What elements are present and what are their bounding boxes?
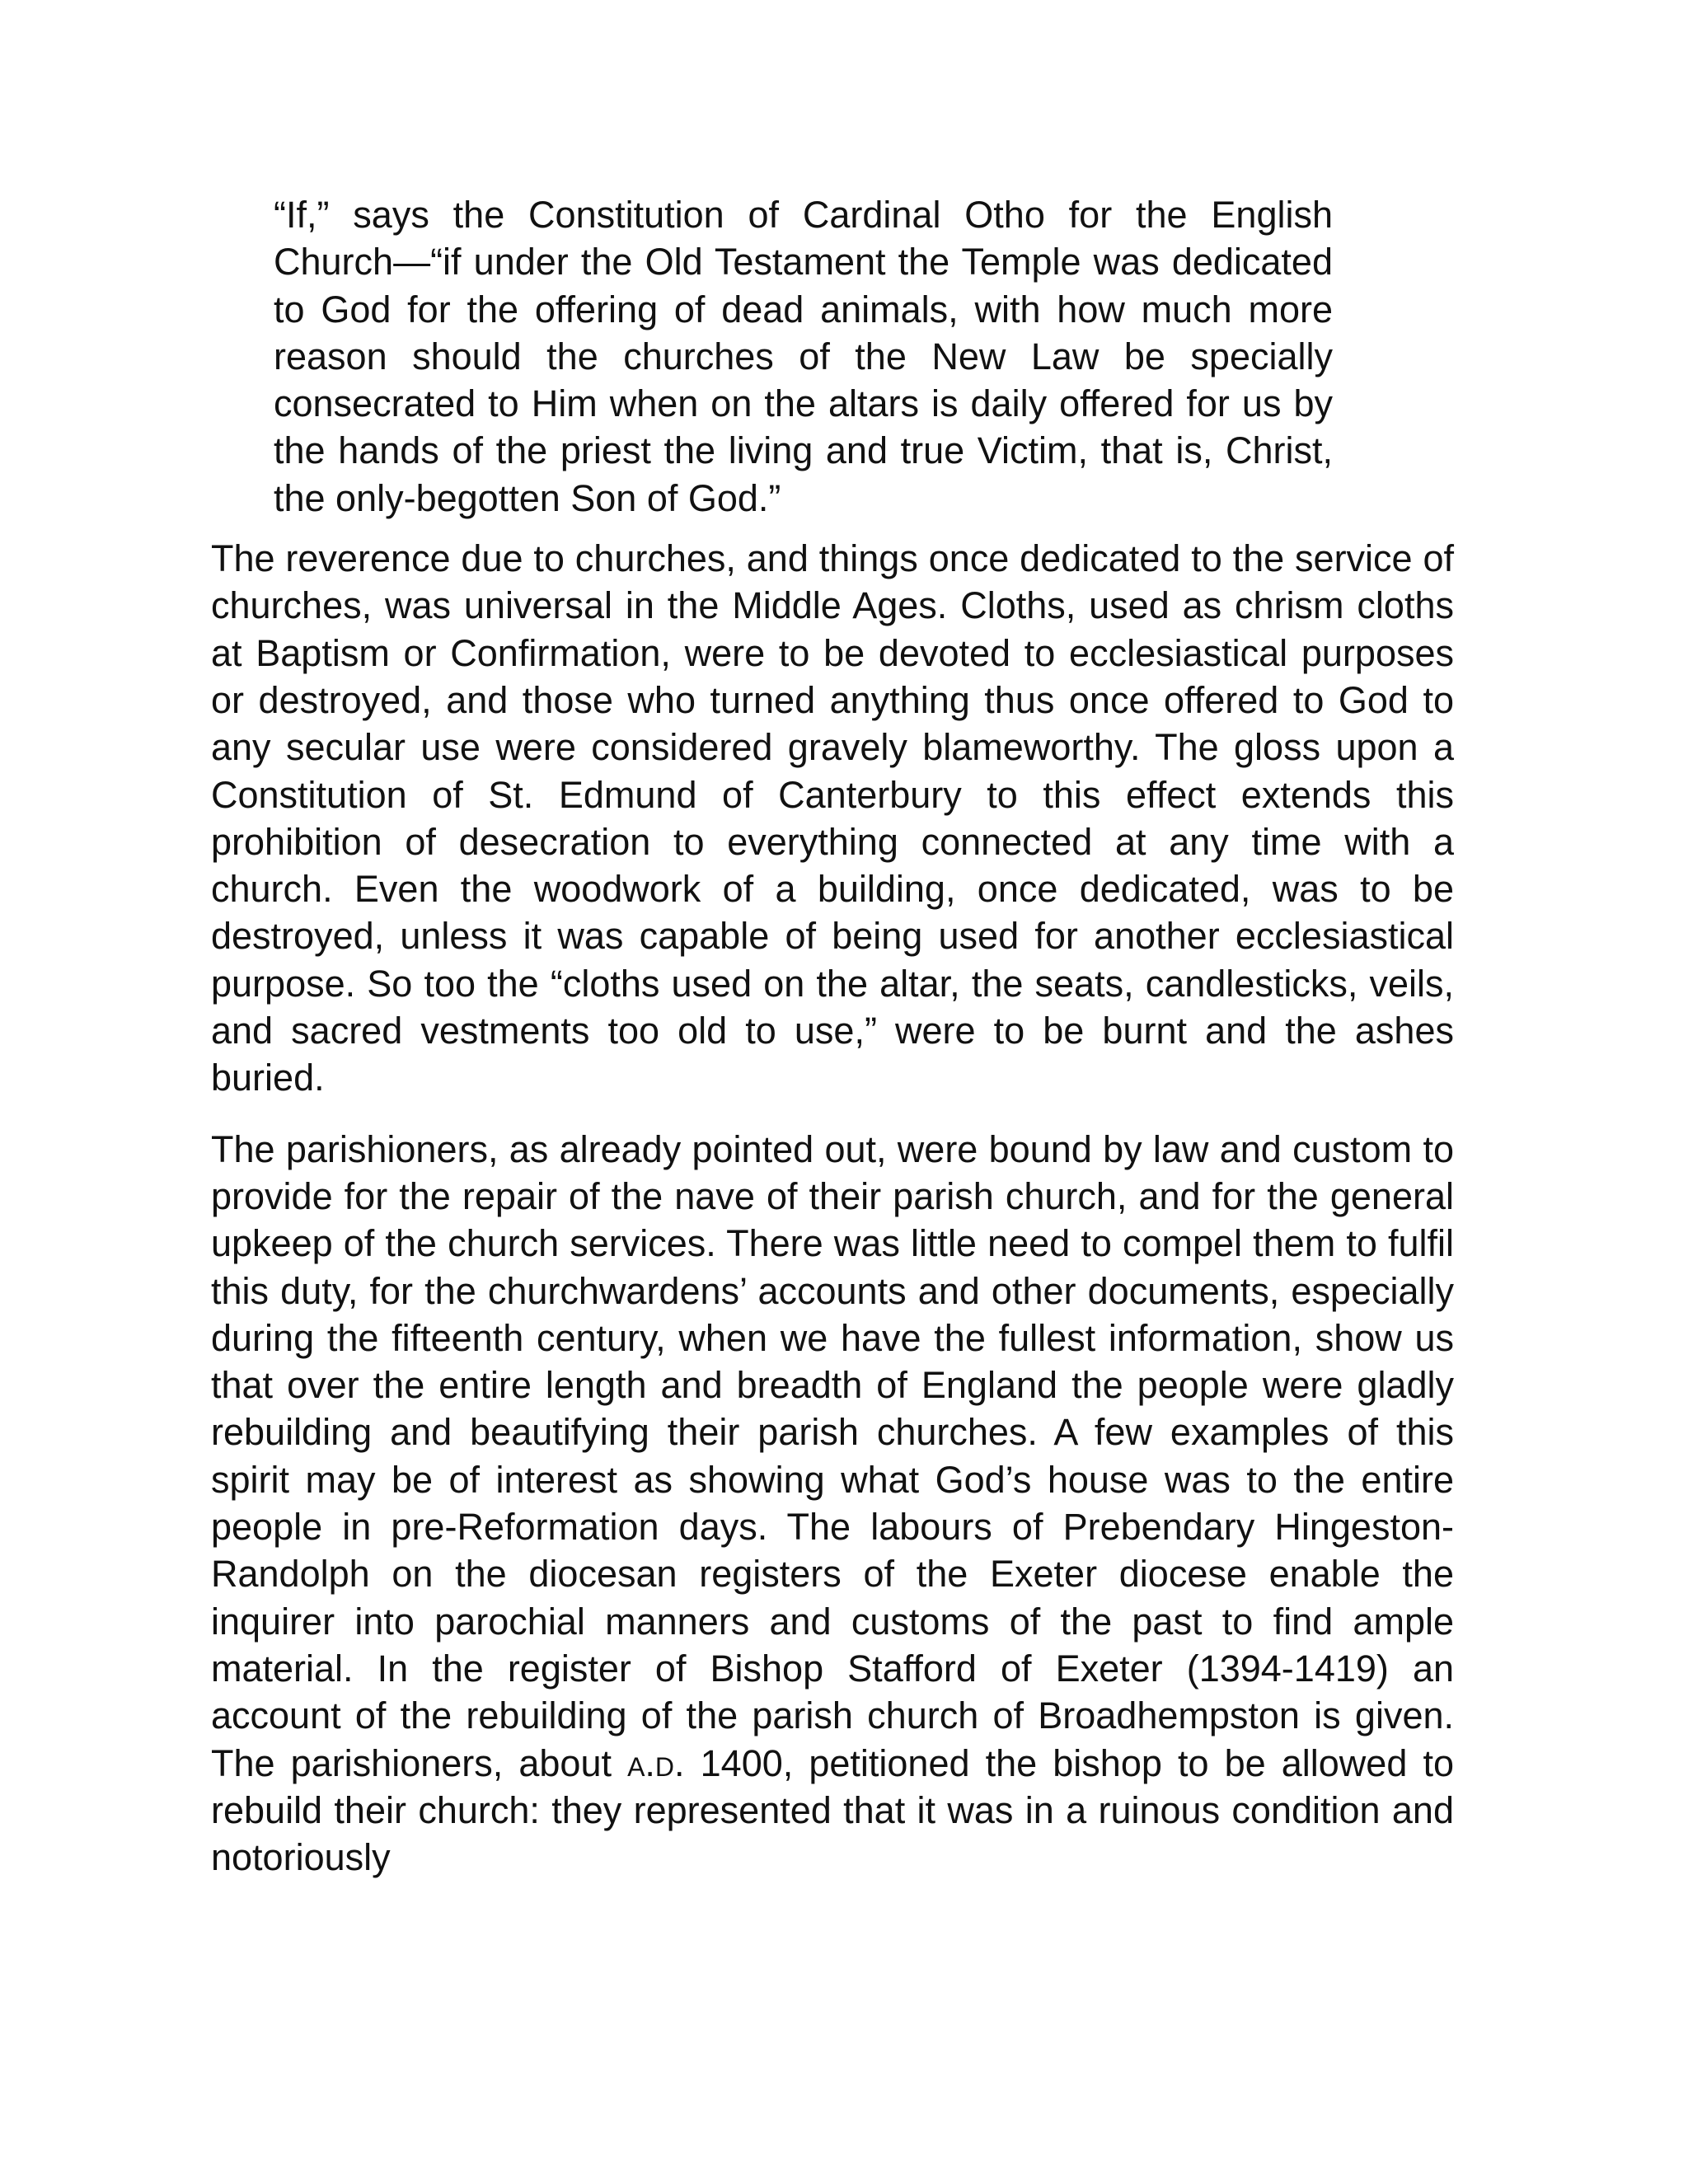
paragraph-parishioners [211, 1126, 1454, 1882]
era-abbreviation: a.d. [627, 1741, 685, 1784]
paragraph-reverence: The reverence due to churches, and things once dedicated to the service of churches, was universal in the Middle Ages. Cloths, used as chrism cloths at Baptism or Confirmation, were to be devoted to ecclesiastical purposes or destroyed, and those who turned anything thus once offered to God to any secular use were considered gravely blameworthy. The gloss upon a Constitution of St. Edmund of Canterbury to this effect extends this prohibition of desecration to everything connected at any time with a church. Even the woodwork of a building, once dedicated, was to be destroyed, unless it was capable of being used for another ecclesiastical purpose. So too the “cloths used on the altar, the seats, candlesticks, veils, and sacred vestments too old to use,” were to be burnt and the ashes buried. [211, 537, 1454, 1099]
block-quote: “If,” says the Constitution of Cardinal Otho for the English Church—“if under the Old Testament the Temple was dedicated to God for the offering of dead animals, with how much more reason should the churches of the New Law be specially consecrated to Him when on the altars is daily offered for us by the hands of the priest the living and true Victim, that is, Christ, the only-begotten Son of God.” [274, 194, 1333, 519]
paragraph-text-after: 1400, petitioned the bishop to be allowed to rebuild their church: they represented that it was in a ruinous condition and notoriously [211, 1741, 1454, 1879]
page-body [211, 191, 1454, 1905]
paragraph-text-before: The parishioners, as already pointed out, were bound by law and custom to provide for the repair of the nave of their parish church, and for the general upkeep of the church services. There was little need to compel them to fulfil this duty, for the churchwardens’ accounts and other documents, especially during the fifteenth century, when we have the fullest information, show us that over the entire length and breadth of England the people were gladly rebuilding and beautifying their parish churches. A few examples of this spirit may be of interest as showing what God’s house was to the entire people in pre-Reformation days. The labours of Prebendary Hingeston-Randolph on the diocesan registers of the Exeter diocese enable the inquirer into parochial manners and customs of the past to find ample material. In the register of Bishop Stafford of Exeter (1394-1419) an account of the rebuilding of the parish church of Broadhempston is given. The parishioners, about [211, 1127, 1454, 1784]
